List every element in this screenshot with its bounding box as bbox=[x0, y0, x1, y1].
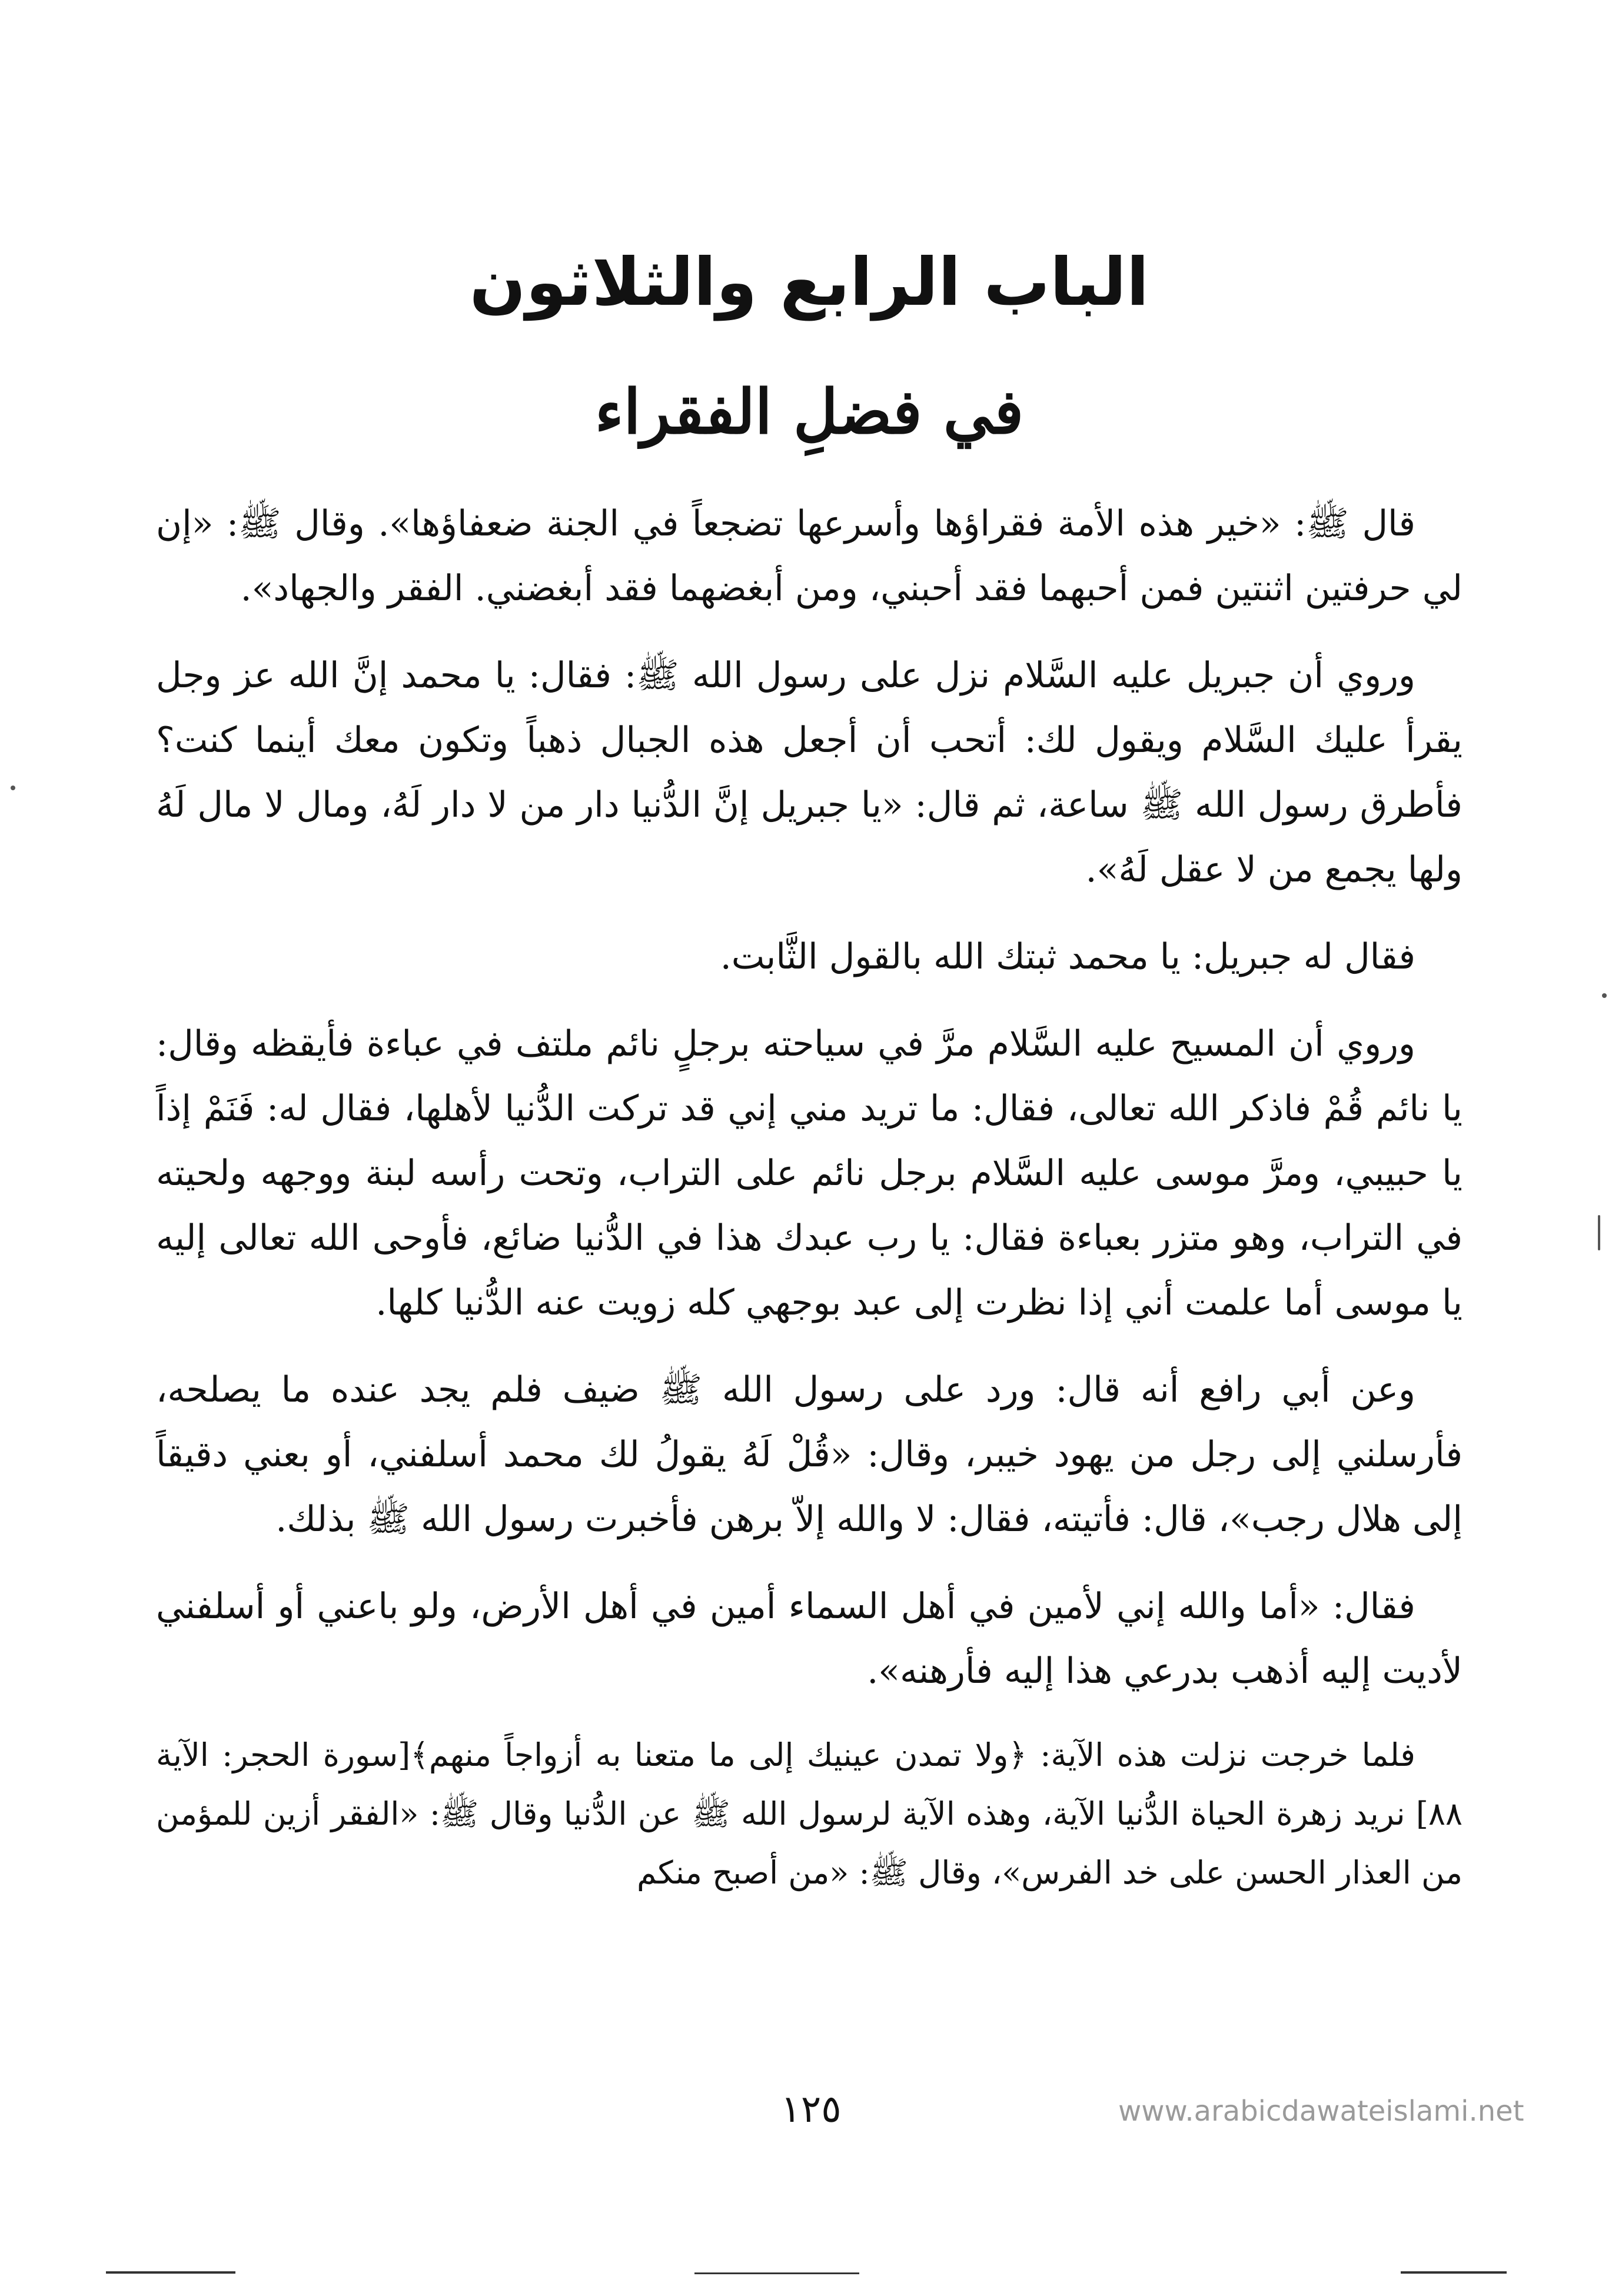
paragraph-1: قال ﷺ: «خير هذه الأمة فقراؤها وأسرعها تضجعاً في الجنة ضعفاؤها». وقال ﷺ: «إن لي حرفتين اثنتين فمن أحبهما فقد أحبني، ومن أبغضهما فقد أبغضني. الفقر والجهاد». bbox=[156, 503, 1463, 609]
chapter-subtitle: في فضلِ الفقراء bbox=[594, 375, 1024, 448]
scan-edge-line-right bbox=[1401, 2271, 1507, 2274]
body-text bbox=[156, 491, 1463, 1925]
paragraph-4: وروي أن المسيح عليه السَّلام مرَّ في سياحته برجلٍ نائم ملتف في عباءة فأيقظه وقال: يا نائم قُمْ فاذكر الله تعالى، فقال: ما تريد مني إني قد تركت الدُّنيا لأهلها، فقال له: فَنَمْ إذاً يا حبيبي، ومرَّ موسى عليه السَّلام برجل نائم على التراب، وتحت رأسه لبنة ووجهه ولحيته في التراب، وهو متزر بعباءة فقال: يا رب عبدك هذا في الدُّنيا ضائع، فأوحى الله تعالى إليه يا موسى أما علمت أني إذا نظرت إلى عبد بوجهي كله زويت عنه الدُّنيا كلها. bbox=[156, 1023, 1463, 1323]
scan-speck bbox=[11, 786, 15, 790]
paragraph-5: وعن أبي رافع أنه قال: ورد على رسول الله ﷺ ضيف فلم يجد عنده ما يصلحه، فأرسلني إلى رجل من يهود خيبر، وقال: «قُلْ لَهُ يقولُ لك محمد أسلفني، أو بعني دقيقاً إلى هلال رجب»، قال: فأتيته، فقال: لا والله إلاّ برهن فأخبرت رسول الله ﷺ بذلك. bbox=[156, 1369, 1463, 1540]
paragraph-3: فقال له جبريل: يا محمد ثبتك الله بالقول الثَّابت. bbox=[720, 936, 1415, 977]
page-number: ١٢٥ bbox=[780, 2088, 842, 2131]
scan-edge-line-middle bbox=[694, 2272, 859, 2274]
scan-edge-line-left bbox=[106, 2271, 235, 2274]
watermark-url: www.arabicdawateislami.net bbox=[1118, 2095, 1524, 2128]
paragraph-7: فلما خرجت نزلت هذه الآية: ﴿ولا تمدن عينيك إلى ما متعنا به أزواجاً منهم﴾[سورة الحجر: الآية ٨٨] نريد زهرة الحياة الدُّنيا الآية، وهذه الآية لرسول الله ﷺ عن الدُّنيا وقال ﷺ: «الفقر أزين للمؤمن من العذار الحسن على خد الفرس»، وقال ﷺ: «من أصبح منكم bbox=[156, 1736, 1463, 1891]
chapter-title: الباب الرابع والثلاثون bbox=[469, 244, 1149, 321]
scan-speck bbox=[1602, 993, 1607, 998]
paragraph-2: وروي أن جبريل عليه السَّلام نزل على رسول الله ﷺ: فقال: يا محمد إنَّ الله عز وجل يقرأ عليك السَّلام ويقول لك: أتحب أن أجعل هذه الجبال ذهباً وتكون معك أينما كنت؟ فأطرق رسول الله ﷺ ساعة، ثم قال: «يا جبريل إنَّ الدُّنيا دار من لا دار لَهُ، ومال لا مال لَهُ ولها يجمع من لا عقل لَهُ». bbox=[156, 655, 1463, 890]
paragraph-6: فقال: «أما والله إني لأمين في أهل السماء أمين في أهل الأرض، ولو باعني أو أسلفني لأديت إليه أذهب بدرعي هذا إليه فأرهنه». bbox=[156, 1586, 1463, 1692]
scan-speck bbox=[1598, 1215, 1600, 1250]
